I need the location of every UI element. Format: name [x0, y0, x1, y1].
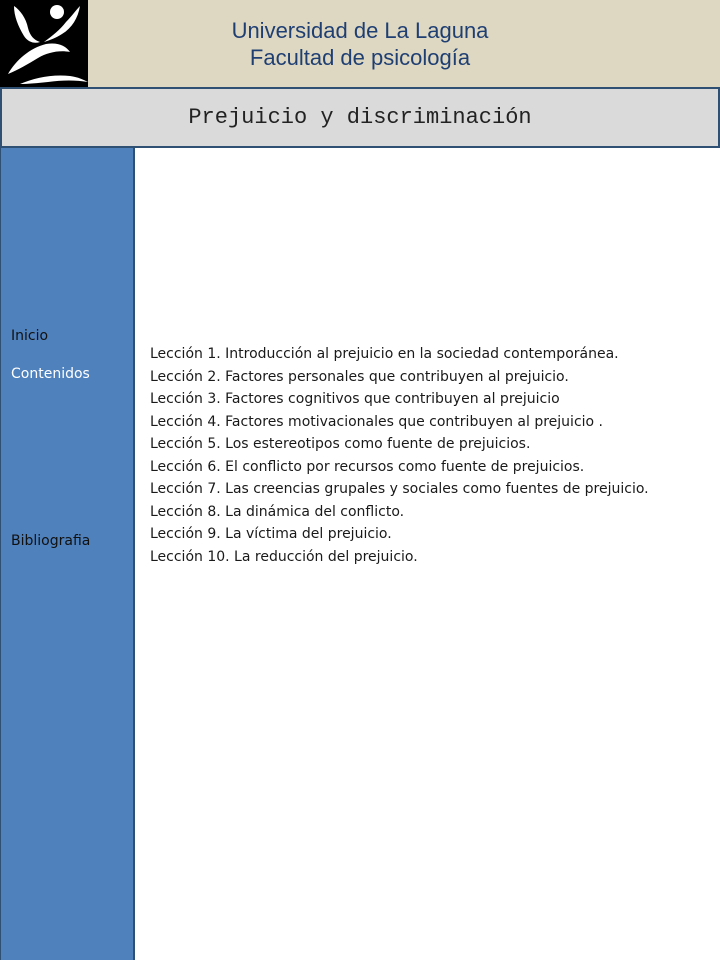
university-name: Universidad de La Laguna — [231, 17, 489, 43]
lesson-item: Lección 7. Las creencias grupales y sociales como fuentes de prejuicio. — [150, 481, 649, 497]
page-title: Prejuicio y discriminación — [188, 105, 532, 130]
sidebar-nav — [0, 148, 135, 960]
lesson-item: Lección 3. Factores cognitivos que contribuyen al prejuicio — [150, 391, 560, 407]
lesson-item: Lección 10. La reducción del prejuicio. — [150, 548, 418, 565]
institution-title — [88, 0, 632, 87]
sidebar-item-bibliografia[interactable]: Bibliografia — [11, 533, 91, 549]
lesson-item: Lección 1. Introducción al prejuicio en la sociedad contemporánea. — [150, 346, 619, 362]
page-header — [0, 0, 720, 87]
sidebar-item-contenidos[interactable]: Contenidos — [11, 366, 90, 382]
lesson-item: Lección 2. Factores personales que contribuyen al prejuicio. — [150, 368, 569, 385]
faculty-name: Facultad de psicología — [249, 44, 471, 70]
ull-logo-icon — [0, 0, 88, 87]
main-content — [135, 148, 720, 960]
lesson-list — [150, 343, 715, 568]
sidebar-item-inicio[interactable]: Inicio — [11, 328, 49, 344]
lesson-item: Lección 5. Los estereotipos como fuente de prejuicios. — [150, 436, 531, 452]
lesson-item: Lección 4. Factores motivacionales que contribuyen al prejuicio . — [150, 413, 603, 430]
course-title-bar — [0, 87, 720, 148]
lesson-item: Lección 6. El conflicto por recursos como fuente de prejuicios. — [150, 458, 585, 475]
lesson-item: Lección 9. La víctima del prejuicio. — [150, 526, 392, 542]
lesson-item: Lección 8. La dinámica del conflicto. — [150, 503, 405, 520]
